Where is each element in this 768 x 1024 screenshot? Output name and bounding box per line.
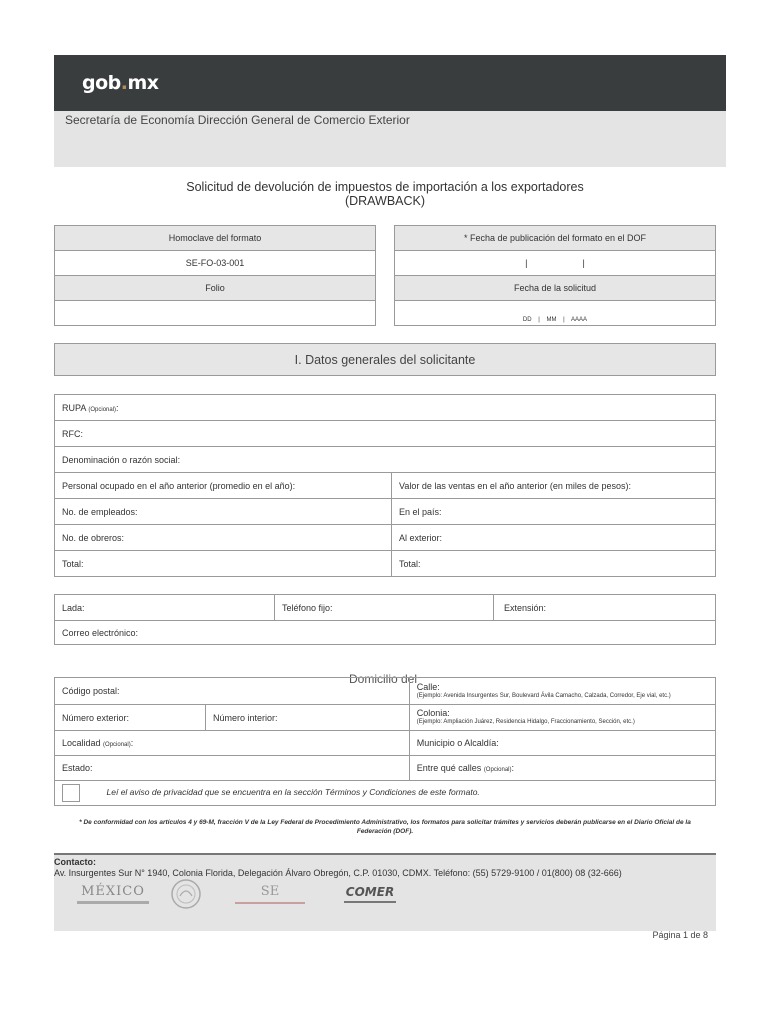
contacto-table bbox=[54, 594, 716, 645]
contact-info: Contacto: Av. Insurgentes Sur N° 1940, Colonia Florida, Delegación Álvaro Obregón, C.P. 01030, CDMX. Teléfono: (55) 5729-9100 / 01(800) 08 (32-666) bbox=[54, 857, 622, 878]
se-logo: SE bbox=[224, 877, 316, 911]
agency-bar bbox=[54, 111, 726, 167]
numero-exterior-field[interactable]: Número exterior: bbox=[55, 705, 206, 731]
empleados-field[interactable]: No. de empleados: bbox=[55, 499, 392, 525]
estado-field[interactable]: Estado: bbox=[55, 756, 410, 781]
correo-field[interactable]: Correo electrónico: bbox=[55, 621, 716, 645]
colonia-field[interactable]: Colonia: (Ejemplo: Ampliación Juárez, Residencia Hidalgo, Fraccionamiento, Sección, etc.) bbox=[409, 705, 715, 731]
aviso-privacidad-label: Leí el aviso de privacidad que se encuentra en la sección Términos y Condiciones de este formato. bbox=[106, 787, 480, 798]
fecha-solicitud-field[interactable]: DD | MM | AAAA bbox=[394, 300, 716, 326]
dof-date-field[interactable]: | | bbox=[394, 250, 716, 276]
personal-ocupado-label: Personal ocupado en el año anterior (promedio en el año): bbox=[55, 473, 392, 499]
total-ventas-field[interactable]: Total: bbox=[392, 551, 716, 577]
codigo-postal-field[interactable]: Código postal: bbox=[55, 678, 410, 705]
numero-interior-field[interactable]: Número interior: bbox=[206, 705, 410, 731]
ventas-pais-field[interactable]: En el país: bbox=[392, 499, 716, 525]
localidad-field[interactable]: Localidad (Opcional): bbox=[55, 731, 410, 756]
domicilio-table bbox=[54, 677, 716, 806]
rupa-field[interactable]: RUPA (Opcional): bbox=[55, 395, 716, 421]
agency-name: Secretaría de Economía Dirección General de Comercio Exterior bbox=[65, 113, 410, 127]
municipio-field[interactable]: Municipio o Alcaldía: bbox=[409, 731, 715, 756]
form-title: Solicitud de devolución de impuestos de importación a los exportadores (DRAWBACK) bbox=[186, 180, 584, 208]
datos-generales-table bbox=[54, 394, 716, 577]
dof-date-label: * Fecha de publicación del formato en el DOF bbox=[394, 225, 716, 251]
valor-ventas-label: Valor de las ventas en el año anterior (en miles de pesos): bbox=[392, 473, 716, 499]
total-personal-field[interactable]: Total: bbox=[55, 551, 392, 577]
obreros-field[interactable]: No. de obreros: bbox=[55, 525, 392, 551]
dof-footnote: * De conformidad con los artículos 4 y 69-M, fracción V de la Ley Federal de Procedimiento Administrativo, los formatos para solicitar trámites y servicios deberán publicarse en el Diario Oficial de la Federación (DOF). bbox=[79, 819, 691, 835]
section-datos-generales: I. Datos generales del solicitante bbox=[54, 343, 716, 376]
telefono-field[interactable]: Teléfono fijo: bbox=[275, 595, 494, 621]
calle-field[interactable]: Calle: (Ejemplo: Avenida Insurgentes Sur, Boulevard Ávila Camacho, Calzada, Corredor, Eje vial, etc.) bbox=[409, 678, 715, 705]
fecha-solicitud-label: Fecha de la solicitud bbox=[394, 275, 716, 301]
lada-field[interactable]: Lada: bbox=[55, 595, 275, 621]
rfc-field[interactable]: RFC: bbox=[55, 421, 716, 447]
gob-header-bar bbox=[54, 55, 726, 111]
page-number: Página 1 de 8 bbox=[652, 930, 708, 940]
domicilio-heading: Domicilio del bbox=[349, 672, 418, 686]
homoclave-value: SE-FO-03-001 bbox=[54, 250, 376, 276]
comer-logo: COMER bbox=[340, 877, 400, 911]
entre-calles-field[interactable]: Entre qué calles (Opcional): bbox=[409, 756, 715, 781]
razon-social-field[interactable]: Denominación o razón social: bbox=[55, 447, 716, 473]
folio-label: Folio bbox=[54, 275, 376, 301]
mexico-logo: MÉXICO bbox=[74, 877, 152, 911]
ventas-exterior-field[interactable]: Al exterior: bbox=[392, 525, 716, 551]
national-seal-icon bbox=[166, 877, 206, 911]
folio-field[interactable] bbox=[54, 300, 376, 326]
extension-field[interactable]: Extensión: bbox=[494, 595, 716, 621]
aviso-privacidad-row bbox=[55, 781, 716, 806]
aviso-privacidad-checkbox[interactable] bbox=[62, 784, 80, 802]
homoclave-label: Homoclave del formato bbox=[54, 225, 376, 251]
gobmx-logo[interactable]: gob.mx bbox=[82, 72, 159, 94]
contact-footer bbox=[54, 853, 716, 931]
